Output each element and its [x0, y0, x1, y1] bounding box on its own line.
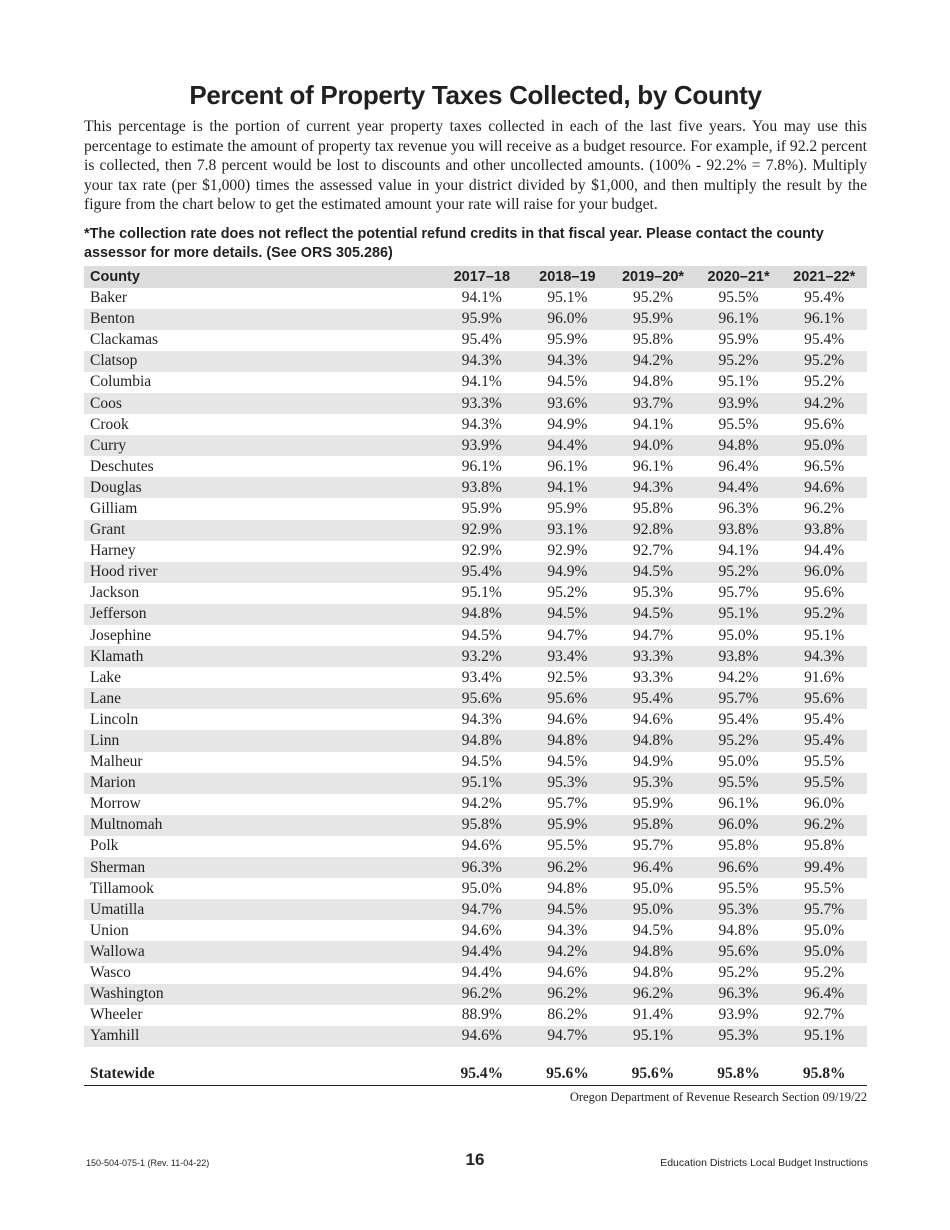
collection-rate-cell: 95.2%: [781, 604, 867, 625]
collection-rate-cell: 95.0%: [718, 626, 759, 644]
table-row: [84, 984, 867, 1005]
collection-rate-cell: 95.2%: [696, 351, 782, 372]
collection-rate-cell: 94.5%: [525, 899, 611, 920]
table-row: [84, 646, 867, 667]
county-name-cell: Crook: [90, 415, 129, 433]
collection-rate-cell: 95.2%: [696, 730, 782, 751]
collection-rate-cell: 94.3%: [610, 477, 696, 498]
county-name-cell: Columbia: [90, 373, 152, 391]
collection-rate-cell: 95.4%: [781, 730, 867, 751]
collection-rate-cell: 94.6%: [632, 710, 673, 728]
collection-rate-cell: 96.2%: [781, 815, 867, 836]
page-number: 16: [465, 1150, 485, 1169]
collection-rate-cell: 94.1%: [718, 542, 759, 560]
column-header-2017-18: 2017–18: [439, 266, 525, 288]
collection-rate-cell: 95.7%: [718, 584, 759, 602]
table-row: [84, 730, 867, 751]
collection-rate-cell: 95.9%: [439, 309, 525, 330]
collection-rate-cell: 94.5%: [461, 753, 502, 771]
collection-rate-cell: 96.4%: [781, 984, 867, 1005]
collection-rate-cell: 94.9%: [632, 753, 673, 771]
collection-rate-cell: 94.7%: [439, 899, 525, 920]
collection-rate-cell: 95.0%: [461, 879, 502, 897]
collection-rate-note: *The collection rate does not reflect the potential refund credits in that fiscal year. Please contact the county assessor for more details. (See ORS 305.286): [84, 225, 824, 261]
collection-rate-cell: 94.8%: [696, 435, 782, 456]
spacer-cell: [84, 1047, 867, 1063]
table-row: [84, 709, 867, 730]
collection-rate-cell: 93.3%: [610, 646, 696, 667]
collection-rate-cell: 95.5%: [718, 415, 759, 433]
collection-rate-cell: 95.9%: [547, 499, 588, 517]
collection-rate-cell: 95.8%: [632, 331, 673, 349]
table-row: [84, 1005, 867, 1026]
collection-rate-cell: 96.0%: [696, 815, 782, 836]
county-name-cell: Hood river: [84, 562, 439, 583]
table-row: [84, 899, 867, 920]
table-row: [84, 520, 867, 541]
statewide-2018-19: 95.6%: [525, 1063, 611, 1086]
collection-rate-cell: 95.5%: [804, 879, 845, 897]
county-name-cell: Gilliam: [90, 499, 138, 517]
collection-rate-cell: 86.2%: [547, 1006, 588, 1024]
county-name-cell: Baker: [90, 289, 128, 307]
collection-rate-cell: 94.6%: [461, 921, 502, 939]
county-name-cell: Morrow: [90, 795, 141, 813]
statewide-2020-21: 95.8%: [696, 1063, 782, 1086]
county-name-cell: Linn: [84, 730, 439, 751]
collection-rate-cell: 95.5%: [718, 879, 759, 897]
collection-rate-cell: 91.6%: [804, 668, 845, 686]
collection-rate-cell: 95.9%: [525, 815, 611, 836]
table-row: [84, 583, 867, 604]
collection-rate-cell: 92.8%: [610, 520, 696, 541]
collection-rate-cell: 95.8%: [804, 837, 845, 855]
collection-rate-cell: 93.8%: [696, 520, 782, 541]
collection-rate-cell: 93.7%: [610, 393, 696, 414]
county-name-cell: Lake: [90, 668, 121, 686]
table-row: [84, 941, 867, 962]
collection-rate-cell: 94.5%: [461, 626, 502, 644]
collection-rate-cell: 95.9%: [632, 795, 673, 813]
collection-rate-cell: 95.6%: [525, 688, 611, 709]
county-name-cell: Coos: [84, 393, 439, 414]
collection-rate-cell: 95.1%: [610, 1026, 696, 1047]
collection-rate-cell: 93.9%: [718, 1006, 759, 1024]
page-title: Percent of Property Taxes Collected, by County: [189, 80, 762, 110]
county-name-cell: Deschutes: [90, 457, 154, 475]
county-name-cell: Jefferson: [84, 604, 439, 625]
collection-rate-cell: 96.1%: [461, 457, 502, 475]
collection-rate-cell: 95.7%: [781, 899, 867, 920]
collection-rate-cell: 96.2%: [525, 984, 611, 1005]
collection-rate-cell: 96.5%: [804, 457, 845, 475]
collection-rate-cell: 96.0%: [804, 795, 845, 813]
collection-rate-cell: 94.2%: [525, 941, 611, 962]
collection-rate-cell: 95.2%: [804, 964, 845, 982]
collection-rate-cell: 95.0%: [610, 899, 696, 920]
table-row: [84, 477, 867, 498]
collection-rate-cell: 94.0%: [610, 435, 696, 456]
statewide-row: [84, 1063, 867, 1086]
collection-rate-cell: 92.9%: [461, 542, 502, 560]
county-name-cell: Yamhill: [84, 1026, 439, 1047]
collection-rate-cell: 96.2%: [610, 984, 696, 1005]
collection-rate-cell: 95.5%: [547, 837, 588, 855]
collection-rate-cell: 95.0%: [804, 921, 845, 939]
table-row: [84, 435, 867, 456]
collection-rate-cell: 95.6%: [804, 415, 845, 433]
collection-rate-cell: 95.1%: [461, 584, 502, 602]
table-row: [84, 773, 867, 794]
collection-rate-cell: 95.7%: [696, 688, 782, 709]
collection-rate-cell: 94.8%: [547, 879, 588, 897]
collection-rate-cell: 93.3%: [439, 393, 525, 414]
collection-rate-cell: 95.5%: [781, 773, 867, 794]
collection-rate-cell: 96.1%: [781, 309, 867, 330]
collection-rate-cell: 96.1%: [632, 457, 673, 475]
collection-rate-cell: 96.1%: [718, 795, 759, 813]
table-row: [84, 414, 867, 435]
collection-rate-cell: 94.5%: [610, 604, 696, 625]
collection-rate-table: [84, 266, 867, 1086]
table-row: [84, 309, 867, 330]
table-row: [84, 836, 867, 857]
collection-rate-cell: 96.1%: [547, 457, 588, 475]
collection-rate-cell: 95.0%: [781, 941, 867, 962]
county-name-cell: Curry: [84, 435, 439, 456]
collection-rate-cell: 95.2%: [781, 351, 867, 372]
collection-rate-cell: 95.0%: [632, 879, 673, 897]
collection-rate-cell: 95.4%: [804, 331, 845, 349]
collection-rate-cell: 95.2%: [547, 584, 588, 602]
collection-rate-cell: 95.2%: [804, 373, 845, 391]
table-row: [84, 878, 867, 899]
collection-rate-cell: 95.4%: [804, 289, 845, 307]
collection-rate-cell: 94.6%: [439, 1026, 525, 1047]
county-name-cell: Grant: [84, 520, 439, 541]
county-name-cell: Clatsop: [84, 351, 439, 372]
table-row: [84, 688, 867, 709]
collection-rate-cell: 95.1%: [439, 773, 525, 794]
collection-rate-cell: 95.8%: [439, 815, 525, 836]
table-row: [84, 963, 867, 984]
collection-rate-cell: 95.2%: [718, 964, 759, 982]
collection-rate-cell: 96.6%: [696, 857, 782, 878]
collection-rate-cell: 94.1%: [461, 289, 502, 307]
table-row: [84, 920, 867, 941]
collection-rate-cell: 95.0%: [718, 753, 759, 771]
county-name-cell: Union: [90, 921, 129, 939]
collection-rate-cell: 95.4%: [804, 710, 845, 728]
statewide-2019-20: 95.6%: [610, 1063, 696, 1086]
collection-rate-cell: 93.9%: [696, 393, 782, 414]
collection-rate-cell: 95.4%: [718, 710, 759, 728]
collection-rate-cell: 99.4%: [781, 857, 867, 878]
collection-rate-cell: 95.8%: [632, 499, 673, 517]
column-header-2019-20: 2019–20*: [610, 266, 696, 288]
collection-rate-cell: 95.6%: [696, 941, 782, 962]
collection-rate-cell: 94.6%: [781, 477, 867, 498]
collection-rate-cell: 95.9%: [461, 499, 502, 517]
statewide-label: Statewide: [84, 1063, 439, 1086]
collection-rate-cell: 96.3%: [439, 857, 525, 878]
collection-rate-cell: 94.7%: [547, 626, 588, 644]
table-row: [84, 288, 867, 309]
collection-rate-cell: 94.3%: [439, 351, 525, 372]
collection-rate-cell: 96.3%: [696, 984, 782, 1005]
county-name-cell: Umatilla: [84, 899, 439, 920]
collection-rate-cell: 94.9%: [525, 562, 611, 583]
county-name-cell: Clackamas: [90, 331, 159, 349]
collection-rate-cell: 95.6%: [439, 688, 525, 709]
collection-rate-cell: 94.6%: [547, 710, 588, 728]
collection-rate-cell: 95.1%: [718, 373, 759, 391]
collection-rate-cell: 94.4%: [439, 941, 525, 962]
collection-rate-cell: 93.4%: [461, 668, 502, 686]
collection-rate-cell: 92.5%: [547, 668, 588, 686]
county-name-cell: Multnomah: [84, 815, 439, 836]
table-row: [84, 562, 867, 583]
collection-rate-cell: 92.7%: [632, 542, 673, 560]
county-name-cell: Lane: [84, 688, 439, 709]
collection-rate-cell: 96.2%: [804, 499, 845, 517]
county-name-cell: Washington: [84, 984, 439, 1005]
table-spacer-row: [84, 1047, 867, 1063]
collection-rate-cell: 94.5%: [632, 921, 673, 939]
collection-rate-cell: 94.6%: [547, 964, 588, 982]
table-row: [84, 625, 867, 646]
collection-rate-cell: 94.3%: [525, 351, 611, 372]
collection-rate-cell: 95.2%: [696, 562, 782, 583]
collection-rate-cell: 96.4%: [610, 857, 696, 878]
statewide-2021-22: 95.8%: [781, 1063, 867, 1086]
collection-rate-cell: 95.6%: [781, 688, 867, 709]
collection-rate-cell: 94.4%: [525, 435, 611, 456]
column-header-county: County: [84, 266, 439, 288]
collection-rate-cell: 94.9%: [547, 415, 588, 433]
county-name-cell: Josephine: [90, 626, 152, 644]
table-row: [84, 752, 867, 773]
collection-rate-cell: 93.2%: [439, 646, 525, 667]
county-name-cell: Malheur: [90, 753, 143, 771]
collection-rate-cell: 94.3%: [781, 646, 867, 667]
table-row: [84, 498, 867, 519]
collection-rate-cell: 94.1%: [525, 477, 611, 498]
table-row: [84, 372, 867, 393]
collection-rate-cell: 94.2%: [718, 668, 759, 686]
table-row: [84, 794, 867, 815]
collection-rate-cell: 95.7%: [547, 795, 588, 813]
collection-rate-cell: 92.9%: [547, 542, 588, 560]
collection-rate-cell: 96.2%: [525, 857, 611, 878]
county-name-cell: Douglas: [84, 477, 439, 498]
collection-rate-cell: 95.8%: [610, 815, 696, 836]
collection-rate-cell: 94.2%: [461, 795, 502, 813]
county-name-cell: Wallowa: [84, 941, 439, 962]
intro-paragraph: This percentage is the portion of current year property taxes collected in each of the last five years. You may use this percentage to estimate the amount of property tax revenue you will receive as a budget resource. For example, if 92.2 percent is collected, then 7.8 percent would be lost to discounts and other uncollected amounts. (100% - 92.2% = 7.8%). Multiply your tax rate (per $1,000) times the assessed value in your district divided by $1,000, and then multiply the result by the figure from the chart below to get the estimated amount your rate will raise for your budget.: [84, 118, 867, 213]
collection-rate-cell: 96.0%: [525, 309, 611, 330]
collection-rate-cell: 94.6%: [461, 837, 502, 855]
county-name-cell: Jackson: [90, 584, 140, 602]
collection-rate-cell: 95.4%: [461, 331, 502, 349]
collection-rate-cell: 94.4%: [461, 964, 502, 982]
county-name-cell: Polk: [90, 837, 119, 855]
county-name-cell: Harney: [90, 542, 136, 560]
county-name-cell: Wheeler: [90, 1006, 143, 1024]
collection-rate-cell: 95.4%: [439, 562, 525, 583]
statewide-2017-18: 95.4%: [439, 1063, 525, 1086]
page-content: [84, 78, 867, 1105]
collection-rate-cell: 95.9%: [610, 309, 696, 330]
collection-rate-cell: 95.3%: [525, 773, 611, 794]
table-row: [84, 393, 867, 414]
collection-rate-cell: 94.5%: [525, 604, 611, 625]
collection-rate-cell: 94.8%: [525, 730, 611, 751]
collection-rate-cell: 96.2%: [439, 984, 525, 1005]
column-header-2020-21: 2020–21*: [696, 266, 782, 288]
collection-rate-cell: 95.1%: [547, 289, 588, 307]
collection-rate-cell: 95.2%: [632, 289, 673, 307]
collection-rate-cell: 96.0%: [781, 562, 867, 583]
collection-rate-cell: 94.8%: [439, 604, 525, 625]
collection-rate-cell: 93.4%: [525, 646, 611, 667]
table-row: [84, 541, 867, 562]
county-name-cell: Tillamook: [90, 879, 155, 897]
collection-rate-cell: 95.1%: [781, 1026, 867, 1047]
collection-rate-cell: 94.7%: [632, 626, 673, 644]
collection-rate-cell: 94.1%: [461, 373, 502, 391]
collection-rate-cell: 93.8%: [696, 646, 782, 667]
table-row: [84, 330, 867, 351]
collection-rate-cell: 94.8%: [632, 964, 673, 982]
table-row: [84, 667, 867, 688]
collection-rate-cell: 92.7%: [804, 1006, 845, 1024]
county-name-cell: Marion: [84, 773, 439, 794]
table-header-row: [84, 266, 867, 288]
collection-rate-cell: 95.9%: [547, 331, 588, 349]
collection-rate-cell: 94.2%: [781, 393, 867, 414]
collection-rate-cell: 94.3%: [461, 710, 502, 728]
collection-rate-cell: 95.3%: [632, 584, 673, 602]
collection-rate-cell: 93.6%: [525, 393, 611, 414]
collection-rate-cell: 94.7%: [525, 1026, 611, 1047]
collection-rate-cell: 93.9%: [439, 435, 525, 456]
collection-rate-cell: 95.5%: [804, 753, 845, 771]
collection-rate-cell: 93.3%: [632, 668, 673, 686]
collection-rate-cell: 94.4%: [696, 477, 782, 498]
county-name-cell: Klamath: [84, 646, 439, 667]
form-number: 150-504-075-1 (Rev. 11-04-22): [86, 1158, 210, 1168]
county-name-cell: Benton: [84, 309, 439, 330]
collection-rate-cell: 95.3%: [696, 1026, 782, 1047]
table-row: [84, 815, 867, 836]
table-body: [84, 288, 867, 1047]
table-row: [84, 351, 867, 372]
collection-rate-cell: 93.8%: [439, 477, 525, 498]
collection-rate-cell: 94.5%: [547, 753, 588, 771]
collection-rate-cell: 95.1%: [804, 626, 845, 644]
county-name-cell: Lincoln: [90, 710, 139, 728]
collection-rate-cell: 94.5%: [610, 562, 696, 583]
collection-rate-cell: 94.8%: [632, 373, 673, 391]
collection-rate-cell: 95.3%: [696, 899, 782, 920]
county-name-cell: Wasco: [90, 964, 131, 982]
column-header-2018-19: 2018–19: [525, 266, 611, 288]
table-row: [84, 857, 867, 878]
column-header-2021-22: 2021–22*: [781, 266, 867, 288]
collection-rate-cell: 95.8%: [718, 837, 759, 855]
collection-rate-cell: 94.8%: [610, 941, 696, 962]
collection-rate-cell: 95.0%: [781, 435, 867, 456]
collection-rate-cell: 95.5%: [696, 773, 782, 794]
collection-rate-cell: 94.4%: [804, 542, 845, 560]
collection-rate-cell: 95.4%: [610, 688, 696, 709]
collection-rate-cell: 94.8%: [439, 730, 525, 751]
collection-rate-cell: 92.9%: [439, 520, 525, 541]
collection-rate-cell: 94.8%: [718, 921, 759, 939]
table-row: [84, 456, 867, 477]
collection-rate-cell: 95.7%: [632, 837, 673, 855]
collection-rate-cell: 96.1%: [696, 309, 782, 330]
collection-rate-cell: 96.4%: [718, 457, 759, 475]
county-name-cell: Sherman: [84, 857, 439, 878]
collection-rate-cell: 94.3%: [461, 415, 502, 433]
collection-rate-cell: 95.5%: [718, 289, 759, 307]
collection-rate-cell: 95.1%: [696, 604, 782, 625]
collection-rate-cell: 94.2%: [610, 351, 696, 372]
collection-rate-cell: 94.3%: [547, 921, 588, 939]
collection-rate-cell: 93.8%: [781, 520, 867, 541]
collection-rate-cell: 95.3%: [610, 773, 696, 794]
source-note: Oregon Department of Revenue Research Section 09/19/22: [569, 1089, 867, 1104]
collection-rate-cell: 94.1%: [632, 415, 673, 433]
table-row: [84, 1026, 867, 1047]
collection-rate-cell: 94.8%: [610, 730, 696, 751]
collection-rate-cell: 91.4%: [632, 1006, 673, 1024]
collection-rate-cell: 88.9%: [461, 1006, 502, 1024]
document-title: Education Districts Local Budget Instructions: [660, 1157, 868, 1169]
collection-rate-cell: 94.5%: [547, 373, 588, 391]
collection-rate-cell: 95.6%: [804, 584, 845, 602]
collection-rate-cell: 96.3%: [718, 499, 759, 517]
collection-rate-cell: 93.1%: [525, 520, 611, 541]
table-row: [84, 604, 867, 625]
collection-rate-cell: 95.9%: [718, 331, 759, 349]
